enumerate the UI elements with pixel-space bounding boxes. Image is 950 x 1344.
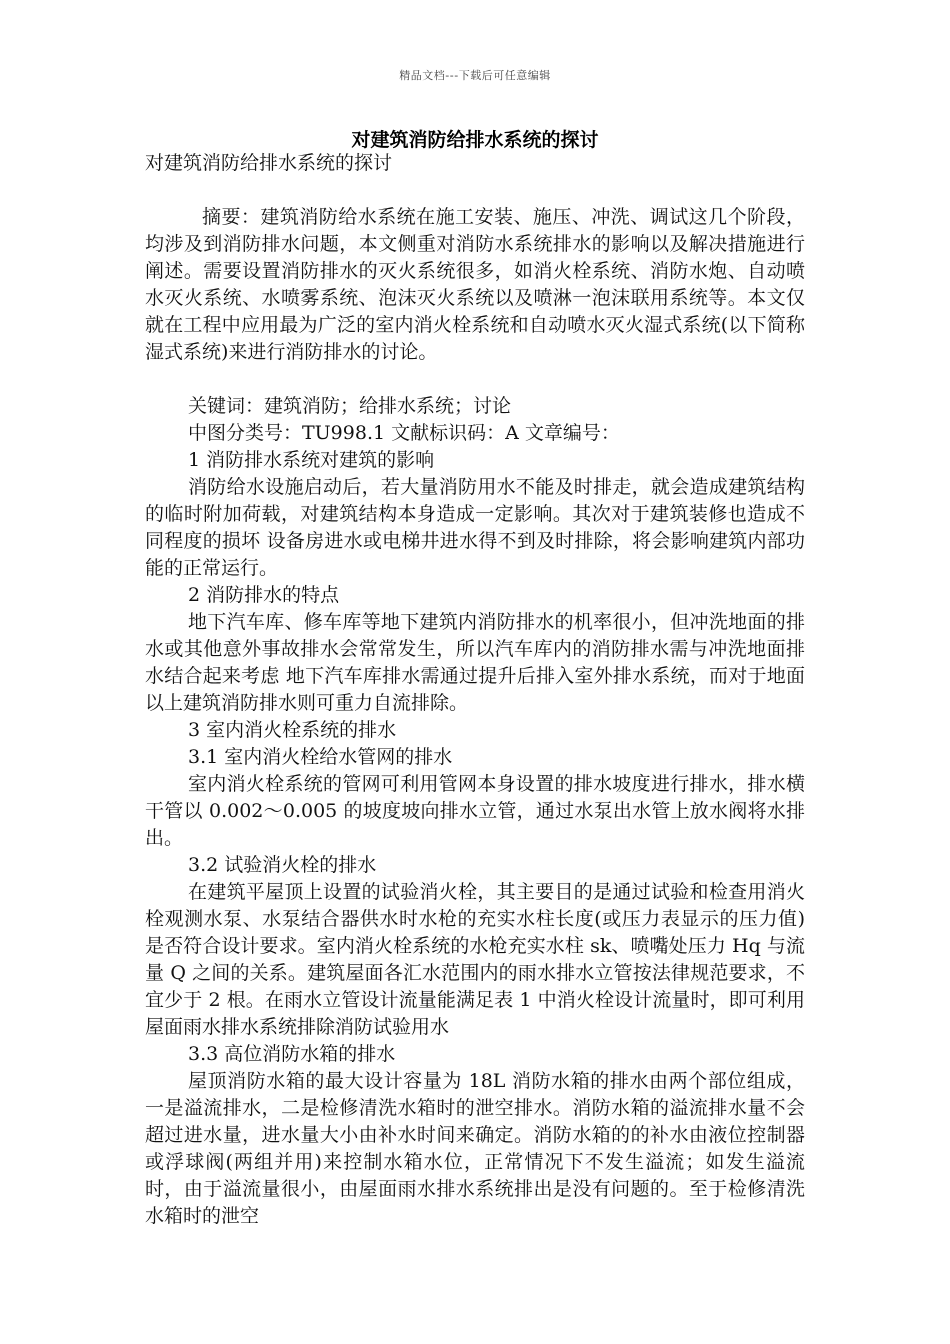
section-2-heading: 2 消防排水的特点 [188,584,340,606]
section-3-3-heading: 3.3 高位消防水箱的排水 [188,1043,396,1065]
section-1-paragraph: 消防给水设施启动后，若大量消防用水不能及时排走，就会造成建筑结构的临时附加荷载，对建筑结构本身造成一定影响。其次对于建筑装修也造成不同程度的损坏 设备房进水或电梯井进水得不到及时排除，将会影响建筑内部功能的正常运行。 [145,476,805,579]
header-note: 精品文档---下载后可任意编辑 [399,69,551,82]
spacer [145,366,805,393]
section-1-heading: 1 消防排水系统对建筑的影响 [188,449,435,471]
section-2-paragraph: 地下汽车库、修车库等地下建筑内消防排水的机率很小，但冲洗地面的排水或其他意外事故排水会常常发生，所以汽车库内的消防排水需与冲洗地面排水结合起来考虑 地下汽车库排水需通过提升后排入室外排水系统，而对于地面以上建筑消防排水则可重力自流排除。 [145,611,805,714]
section-3-2-paragraph: 在建筑平屋顶上设置的试验消火栓，其主要目的是通过试验和检查用消火栓观测水泵、水泵结合器供水时水枪的充实水柱长度(或压力表显示的压力值)是否符合设计要求。室内消火栓系统的水枪充实水柱 sk、喷嘴处压力 Hq 与流量 Q 之间的关系。建筑屋面各汇水范围内的雨水排水立管按法律规范要求，不宜少于 2 根。在雨水立管设计流量能满足表 1 中消火栓设计流量时，即可利用屋面雨水排水系统排除消防试验用水 [145,881,805,1038]
section-3-heading: 3 室内消火栓系统的排水 [188,719,397,741]
section-3-1-paragraph: 室内消火栓系统的管网可利用管网本身设置的排水坡度进行排水，排水横干管以 0.002～0.005 的坡度坡向排水立管，通过水泵出水管上放水阀将水排出。 [145,773,805,849]
document-body [145,150,805,1230]
document-subtitle: 对建筑消防给排水系统的探讨 [145,152,393,174]
section-3-1-heading: 3.1 室内消火栓给水管网的排水 [188,746,453,768]
keywords-line: 关键词：建筑消防；给排水系统；讨论 [188,395,512,417]
spacer [145,177,805,204]
section-3-2-heading: 3.2 试验消火栓的排水 [188,854,377,876]
classification-line: 中图分类号：TU998.1 文献标识码：A 文章编号： [188,422,620,444]
abstract-paragraph: 摘要：建筑消防给水系统在施工安装、施压、冲洗、调试这几个阶段，均涉及到消防排水问题，本文侧重对消防水系统排水的影响以及解决措施进行阐述。需要设置消防排水的灭火系统很多，如消火栓系统、消防水炮、自动喷水灭火系统、水喷雾系统、泡沫灭火系统以及喷淋一泡沫联用系统等。本文仅就在工程中应用最为广泛的室内消火栓系统和自动喷水灭火湿式系统(以下简称湿式系统)来进行消防排水的讨论。 [145,206,805,363]
document-title: 对建筑消防给排水系统的探讨 [351,129,599,151]
section-3-3-paragraph: 屋顶消防水箱的最大设计容量为 18L 消防水箱的排水由两个部位组成，一是溢流排水，二是检修清洗水箱时的泄空排水。消防水箱的溢流排水量不会超过进水量，进水量大小由补水时间来确定。消防水箱的的补水由液位控制器或浮球阀(两组并用)来控制水箱水位，正常情况下不发生溢流；如发生溢流时，由于溢流量很小，由屋面雨水排水系统排出是没有问题的。至于检修清洗水箱时的泄空 [145,1070,805,1227]
